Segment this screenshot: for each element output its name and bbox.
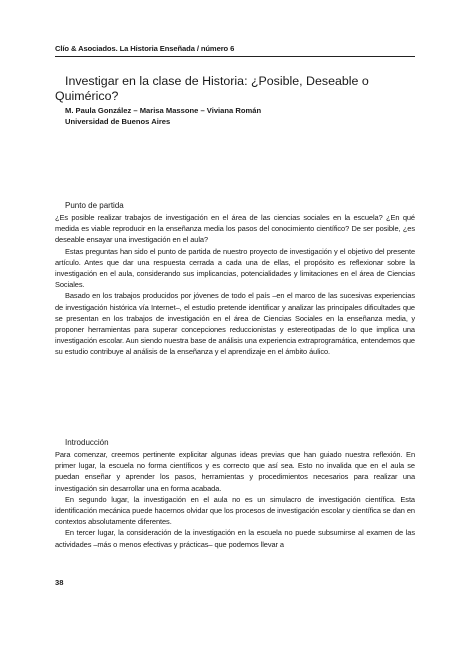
paragraph: En tercer lugar, la consideración de la investigación en la escuela no puede subsumirse al examen de las actividades –más o menos efectivas y prácticas– que podemos llevar a: [55, 528, 415, 549]
paragraph: ¿Es posible realizar trabajos de investigación en el área de las ciencias sociales en la escuela? ¿En qué medida es viable reproducir en la enseñanza media los pasos del conocimiento científico? De ser posible, ¿es deseable ensayar una investigación en el aula?: [55, 213, 415, 245]
article-authors: M. Paula González – Marisa Massone – Viviana Román: [65, 106, 262, 115]
section-body-punto-de-partida: [55, 212, 415, 358]
article-title: Investigar en la clase de Historia: ¿Posible, Deseable o Quimérico?: [55, 74, 369, 103]
paragraph: Basado en los trabajos producidos por jóvenes de todo el país –en el marco de las sucesivas experiencias de investigación histórica vía Internet–, el estudio pretende identificar y analizar las principales dificultades que se presentan en los trabajos de investigación en el área de Ciencias Sociales en la enseñanza media, y proponer herramientas para superar concepciones reduccionistas y estereotipadas de lo que implica una investigación escolar. Aun siendo nuestra base de análisis una experiencia extraprogramática, entendemos que su estudio contribuye al análisis de la enseñanza y el aprendizaje en el ámbito áulico.: [55, 291, 415, 357]
section-heading-introduccion: Introducción: [65, 438, 109, 447]
paragraph: En segundo lugar, la investigación en el aula no es un simulacro de investigación científica. Esta identificación mecánica puede hacernos olvidar que los procesos de investigación escolar y científica se dan en contextos absolutamente diferentes.: [55, 494, 415, 527]
page-number: 38: [55, 578, 64, 587]
article-affiliation: Universidad de Buenos Aires: [65, 117, 171, 126]
paragraph: Para comenzar, creemos pertinente explicitar algunas ideas previas que han guiado nuestra reflexión. En primer lugar, la escuela no forma científicos y es correcto que así sea. Esto no invalida que en el aula se puedan enseñar y aprender los pasos, herramientas y procedimientos necesarios para realizar una investigación sin desarrollar una en forma acabada.: [55, 450, 415, 493]
section-body-introduccion: [55, 449, 415, 550]
header-rule: [55, 56, 415, 57]
running-head: Clío & Asociados. La Historia Enseñada / número 6: [55, 44, 235, 53]
section-heading-punto-de-partida: Punto de partida: [65, 201, 124, 210]
paragraph: Estas preguntas han sido el punto de partida de nuestro proyecto de investigación y el objetivo del presente artículo. Antes que dar una respuesta cerrada a cada una de ellas, el propósito es reflexionar sobre la investigación en el aula, considerando sus implicancias, potencialidades y limitaciones en el área de Ciencias Sociales.: [55, 246, 415, 290]
